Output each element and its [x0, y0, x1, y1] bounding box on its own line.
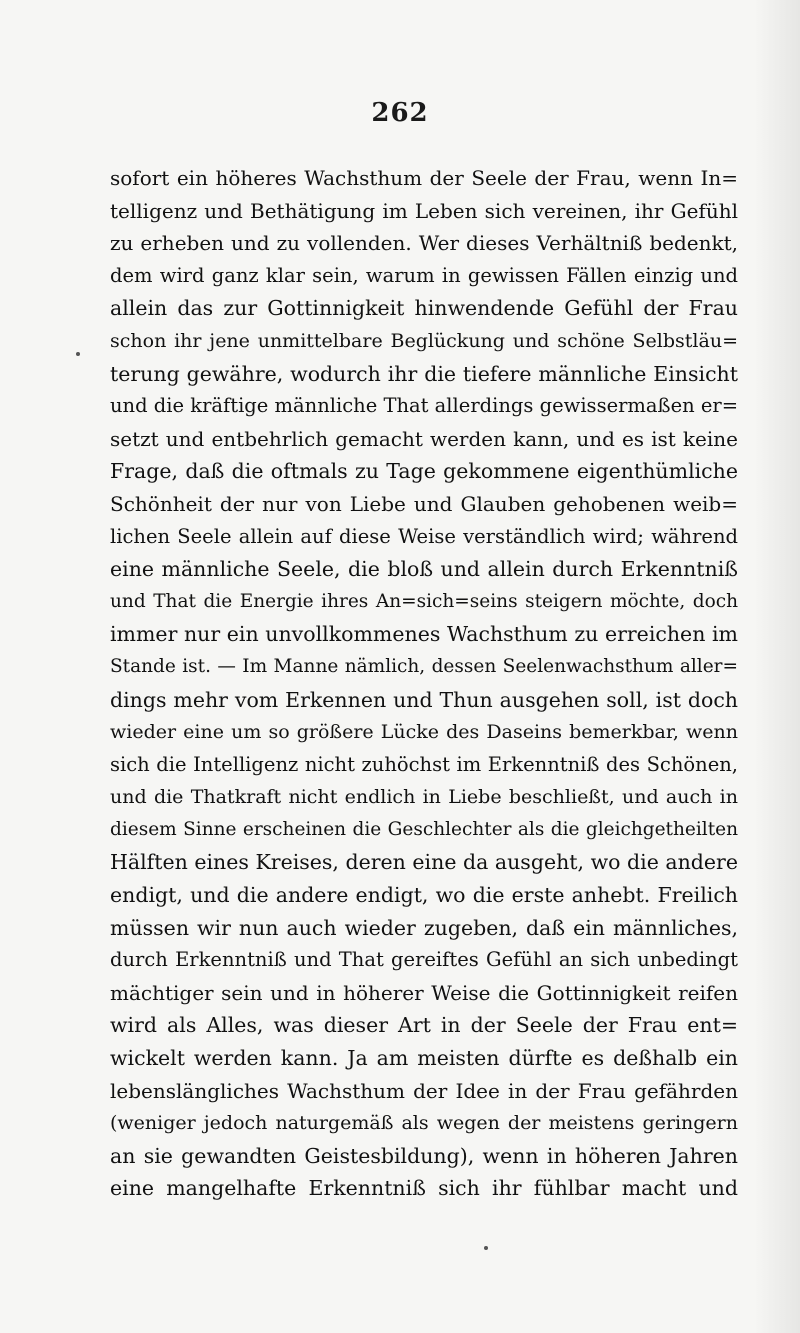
text-line: schon ihr jene unmittelbare Beglückung und schöne Selbstläu=	[110, 329, 738, 352]
text-line: sofort ein höheres Wachsthum der Seele der Frau, wenn In=	[110, 166, 738, 190]
text-line: Stande ist. — Im Manne nämlich, dessen Seelenwachsthum aller=	[110, 655, 738, 677]
text-line: mächtiger sein und in höherer Weise die Gottinnigkeit reifen	[110, 980, 738, 1005]
text-line: zu erheben und zu vollenden. Wer dieses Verhältniß bedenkt,	[110, 231, 738, 256]
text-line: lichen Seele allein auf diese Weise verständlich wird; während	[110, 524, 738, 548]
text-line: immer nur ein unvollkommenes Wachsthum zu erreichen im	[110, 622, 738, 647]
text-line: wird als Alles, was dieser Art in der Seele der Frau ent=	[110, 1013, 738, 1038]
text-line: allein das zur Gottinnigkeit hinwendende Gefühl der Frau	[110, 296, 738, 321]
text-line: wieder eine um so größere Lücke des Daseins bemerkbar, wenn	[110, 721, 738, 744]
text-line: telligenz und Bethätigung im Leben sich vereinen, ihr Gefühl	[110, 198, 738, 223]
text-line: und die kräftige männliche That allerdings gewissermaßen er=	[110, 394, 738, 418]
text-line: (weniger jedoch naturgemäß als wegen der meistens geringern	[110, 1112, 738, 1135]
text-line: lebenslängliches Wachsthum der Idee in der Frau gefährden	[110, 1078, 738, 1103]
text-line: eine männliche Seele, die bloß und allein durch Erkenntniß	[110, 557, 738, 582]
text-line: Hälften eines Kreises, deren eine da ausgeht, wo die andere	[110, 850, 738, 875]
body-text	[110, 162, 738, 1205]
text-line: wickelt werden kann. Ja am meisten dürfte es deßhalb ein	[110, 1046, 738, 1071]
text-line: Frage, daß die oftmals zu Tage gekommene eigenthümliche	[110, 459, 738, 484]
text-line: dem wird ganz klar sein, warum in gewissen Fällen einzig und	[110, 263, 738, 287]
page-number: 262	[371, 98, 429, 128]
text-line: müssen wir nun auch wieder zugeben, daß ein männliches,	[110, 915, 738, 940]
text-line: an sie gewandten Geistesbildung), wenn in höheren Jahren	[110, 1143, 738, 1168]
text-line: eine mangelhafte Erkenntniß sich ihr fühlbar macht und	[110, 1176, 738, 1201]
text-line: terung gewähre, wodurch ihr die tiefere männliche Einsicht	[110, 361, 738, 386]
ink-speck	[76, 352, 80, 356]
text-line: setzt und entbehrlich gemacht werden kann, und es ist keine	[110, 426, 738, 451]
text-line: Schönheit der nur von Liebe und Glauben gehobenen weib=	[110, 491, 738, 516]
text-line: und That die Energie ihres An=sich=seins steigern möchte, doch	[110, 590, 738, 612]
text-line: dings mehr vom Erkennen und Thun ausgehen soll, ist doch	[110, 687, 738, 712]
text-line: durch Erkenntniß und That gereiftes Gefühl an sich unbedingt	[110, 948, 738, 972]
text-line: sich die Intelligenz nicht zuhöchst im Erkenntniß des Schönen,	[110, 752, 738, 776]
text-line: endigt, und die andere endigt, wo die erste anhebt. Freilich	[110, 883, 738, 908]
text-line: und die Thatkraft nicht endlich in Liebe beschließt, und auch in	[110, 786, 738, 809]
text-line: diesem Sinne erscheinen die Geschlechter als die gleichgetheilten	[110, 818, 738, 840]
ink-speck	[484, 1246, 488, 1250]
